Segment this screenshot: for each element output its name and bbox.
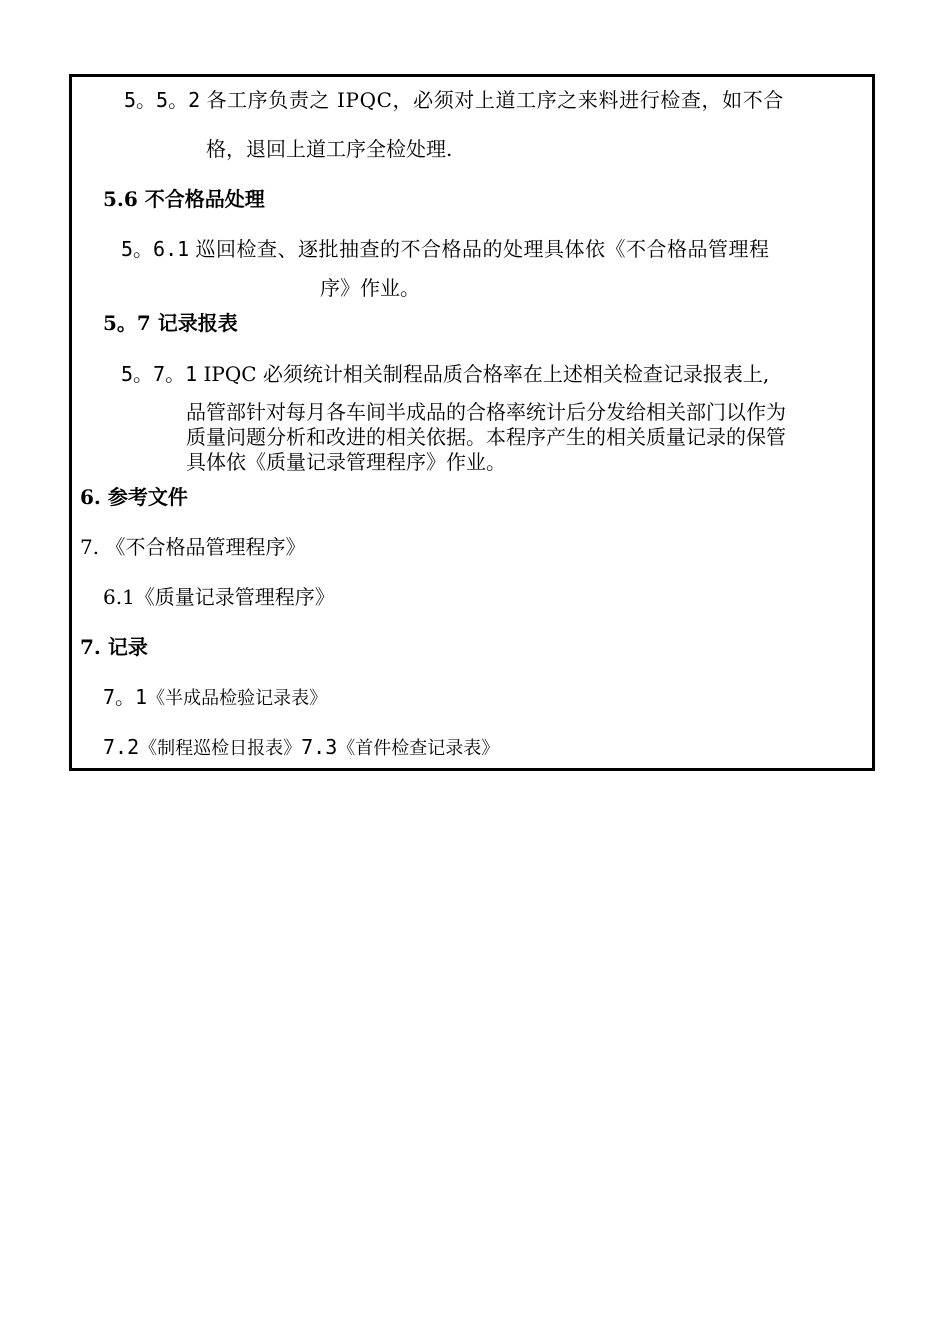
paragraph-5-7-1-line-4: 具体依《质量记录管理程序》作业。 (186, 450, 506, 474)
record-item-7-1 (103, 685, 327, 711)
section-number: 7.2 (103, 735, 140, 759)
section-number: 7。1 (103, 685, 148, 709)
paragraph-5-5-2-line-1 (124, 88, 784, 112)
record-title: 《半成品检验记录表》 (147, 688, 328, 709)
heading-5-6: 5.6 不合格品处理 (103, 187, 265, 211)
heading-6: 6. 参考文件 (80, 485, 188, 509)
paragraph-5-7-1-line-1 (121, 362, 769, 386)
paragraph-5-7-1-line-3: 质量问题分析和改进的相关依据。本程序产生的相关质量记录的保管 (186, 425, 786, 449)
heading-5-7: 5。7 记录报表 (103, 311, 238, 335)
reference-item-6-1: 6.1《质量记录管理程序》 (103, 585, 335, 609)
paragraph-text: IPQC 必须统计相关制程品质合格率在上述相关检查记录报表上, (203, 362, 770, 386)
paragraph-5-6-1-line-2: 序》作业。 (320, 276, 420, 300)
reference-item-1: 7. 《不合格品管理程序》 (80, 535, 306, 559)
record-title: 《制程巡检日报表》 (139, 738, 302, 759)
section-number: 5。6.1 (121, 237, 190, 261)
section-number: 7.3 (301, 735, 338, 759)
paragraph-5-6-1-line-1 (121, 237, 770, 261)
heading-7: 7. 记录 (80, 635, 148, 659)
paragraph-text: 各工序负责之 IPQC，必须对上道工序之来料进行检查，如不合 (206, 88, 784, 112)
paragraph-text: 巡回检查、逐批抽查的不合格品的处理具体依《不合格品管理程 (195, 237, 770, 261)
record-title: 《首件检查记录表》 (337, 738, 500, 759)
paragraph-5-7-1-line-2: 品管部针对每月各车间半成品的合格率统计后分发给相关部门以作为 (186, 400, 786, 424)
record-item-7-2-7-3 (103, 735, 499, 761)
section-number: 5。5。2 (124, 88, 201, 112)
section-number: 5。7。1 (121, 362, 198, 386)
paragraph-5-5-2-line-2: 格，退回上道工序全检处理. (206, 137, 453, 161)
